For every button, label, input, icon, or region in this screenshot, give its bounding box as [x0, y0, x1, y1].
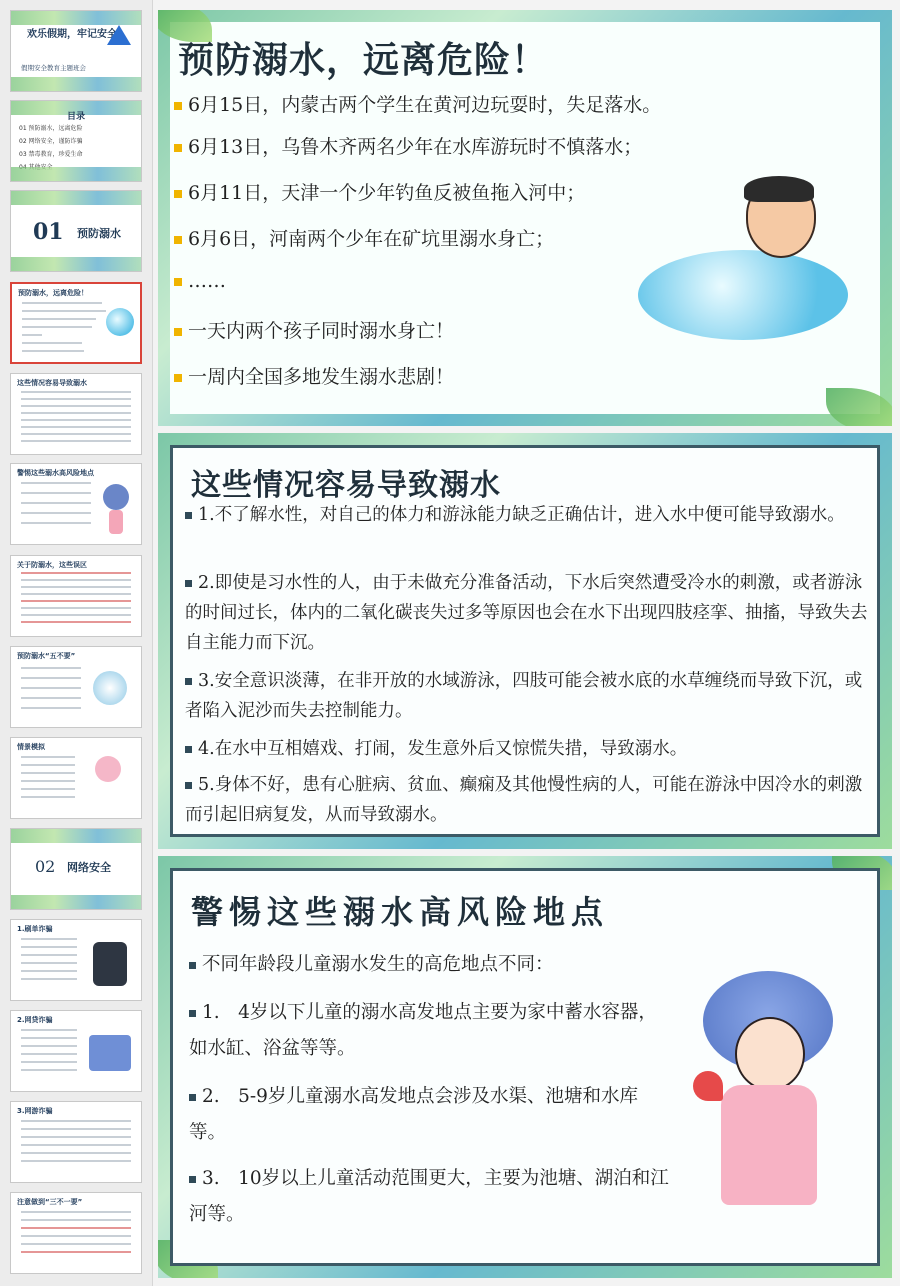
- slide-bullet: 6月15日，内蒙古两个学生在黄河边玩耍时，失足落水。: [174, 90, 661, 117]
- slide-bullet: 5.身体不好，患有心脏病、贫血、癫痫及其他慢性病的人，可能在游泳中因冷水的刺激而引起旧病复发，从而导致溺水。: [185, 775, 863, 825]
- slide-bullet: 6月13日，乌鲁木齐两名少年在水库游玩时不慎落水；: [174, 132, 642, 159]
- girl-illustration: [95, 756, 121, 782]
- thumb-title: 2.网贷诈骗: [17, 1016, 53, 1024]
- thumb-title: 目录: [66, 112, 85, 122]
- bullet-marker: [174, 144, 182, 152]
- bullet-marker: [185, 512, 192, 519]
- thumb-border-decor: [11, 77, 141, 91]
- logo-icon: [107, 25, 131, 45]
- thumb-title: 1.刷单诈骗: [17, 925, 53, 933]
- bullet-marker: [185, 746, 192, 753]
- thumb-border-decor: [11, 167, 141, 181]
- thumb-section-number: 01: [33, 219, 64, 245]
- bullet-marker: [174, 374, 182, 382]
- water-splash-illustration: [638, 250, 848, 340]
- slide-bullet: 4.在水中互相嬉戏、打闹，发生意外后又惊慌失措，导致溺水。: [185, 734, 871, 764]
- thumbnail-6[interactable]: [10, 463, 142, 545]
- slide-bullet: 2.即使是习水性的人，由于未做充分准备活动，下水后突然遭受冷水的刺激，或者游泳的时间过长，体内的二氧化碳丧失过多等原因也会在水下出现四肢痉挛、抽搐，导致失去自主能力而下沉。: [185, 573, 868, 653]
- slide-preview-2[interactable]: [158, 433, 892, 849]
- slide-thumbnail-rail: [0, 0, 153, 1286]
- thumbnail-1[interactable]: [10, 10, 142, 92]
- slide-bullet: 一天内两个孩子同时溺水身亡！: [174, 316, 454, 343]
- bullet-marker: [189, 1010, 196, 1017]
- computer-illustration: [89, 1035, 131, 1071]
- thumbnail-5[interactable]: [10, 373, 142, 455]
- thumb-toc-item: 01 预防溺水，远离危险: [19, 125, 83, 132]
- pink-dress-illustration: [721, 1085, 817, 1205]
- thumb-title: 预防溺水，远离危险！: [18, 289, 88, 297]
- thumb-border-decor: [11, 895, 141, 909]
- thumb-title: 3.网游诈骗: [17, 1107, 53, 1115]
- slide-bullet: 一周内全国多地发生溺水悲剧！: [174, 362, 454, 389]
- thumbnail-9[interactable]: [10, 737, 142, 819]
- watermelon-icon: [693, 1071, 723, 1101]
- bullet-marker: [189, 1094, 196, 1101]
- thumb-border-decor: [11, 829, 141, 843]
- thumb-toc-item: 02 网络安全，谨防诈骗: [19, 138, 83, 145]
- slide-bullet: 不同年龄段儿童溺水发生的高危地点不同：: [189, 947, 669, 983]
- thumb-subtitle: 假期安全教育主题班会: [21, 64, 86, 72]
- thumb-section-number: 02: [35, 857, 56, 876]
- bullet-marker: [174, 236, 182, 244]
- boy-hair-illustration: [744, 176, 814, 202]
- bullet-marker: [189, 1176, 196, 1183]
- slide-bullet: 6月6日，河南两个少年在矿坑里溺水身亡；: [174, 224, 554, 251]
- thumbnail-3[interactable]: [10, 190, 142, 272]
- thumb-title: 注意做到“三不一要”: [17, 1198, 83, 1206]
- thumbnail-8[interactable]: [10, 646, 142, 728]
- bullet-marker: [174, 190, 182, 198]
- bullet-marker: [185, 678, 192, 685]
- thumb-title: 情景模拟: [17, 743, 45, 751]
- thumbnail-2[interactable]: [10, 100, 142, 182]
- girl-face-illustration: [735, 1017, 805, 1091]
- thumb-title: 警惕这些溺水高风险地点: [17, 469, 94, 477]
- thumb-title: 关于防溺水，这些误区: [17, 561, 87, 569]
- slide-title: 这些情况容易导致溺水: [191, 468, 501, 503]
- slide-bullet: 3. 10岁以上儿童活动范围更大，主要为池塘、湖泊和江河等。: [189, 1168, 669, 1225]
- thumbnail-10[interactable]: [10, 828, 142, 910]
- thumb-border-decor: [11, 191, 141, 205]
- thumbnail-4-active[interactable]: [10, 282, 142, 364]
- slide-title: 警惕这些溺水高风险地点: [191, 893, 610, 931]
- bullet-marker: [174, 278, 182, 286]
- bullet-marker: [174, 328, 182, 336]
- slide-bullet: 6月11日，天津一个少年钓鱼反被鱼拖入河中；: [174, 178, 585, 205]
- girl-hat-illustration: [103, 484, 129, 510]
- slide-bullet: 3.安全意识淡薄，在非开放的水域游泳，四肢可能会被水底的水草缠绕而导致下沉，或者陷入泥沙而失去控制能力。: [185, 671, 863, 721]
- slide-bullet: 1. 4岁以下儿童的溺水高发地点主要为家中蓄水容器，如水缸、浴盆等等。: [189, 1002, 657, 1059]
- slide-preview-1[interactable]: [158, 10, 892, 426]
- thumbnail-13[interactable]: [10, 1101, 142, 1183]
- phone-hand-illustration: [93, 942, 127, 986]
- slide-bullet: 1.不了解水性，对自己的体力和游泳能力缺乏正确估计，进入水中便可能导致溺水。: [185, 500, 871, 530]
- sos-ring-icon: [93, 671, 127, 705]
- thumb-title: 网络安全: [67, 861, 111, 874]
- thumb-title: 预防溺水: [77, 227, 121, 240]
- slide-content-box: [170, 445, 880, 837]
- bullet-marker: [189, 962, 196, 969]
- thumbnail-11[interactable]: [10, 919, 142, 1001]
- swimmer-illustration: [106, 308, 134, 336]
- thumbnail-12[interactable]: [10, 1010, 142, 1092]
- slide-preview-3[interactable]: [158, 856, 892, 1278]
- slide-bullet: ……: [174, 270, 226, 292]
- thumb-title: 这些情况容易导致溺水: [17, 379, 87, 387]
- girl-dress-illustration: [109, 510, 123, 534]
- slide-title: 预防溺水，远离危险！: [178, 40, 549, 81]
- bullet-marker: [185, 782, 192, 789]
- thumbnail-7[interactable]: [10, 555, 142, 637]
- thumb-border-decor: [11, 257, 141, 271]
- slide-content-box: [170, 868, 880, 1266]
- slide-bullet: 2. 5-9岁儿童溺水高发地点会涉及水渠、池塘和水库等。: [189, 1086, 638, 1143]
- thumbnail-14[interactable]: [10, 1192, 142, 1274]
- thumb-toc-item: 03 禁毒教育，珍爱生命: [19, 151, 83, 158]
- bullet-marker: [174, 102, 182, 110]
- thumb-border-decor: [11, 11, 141, 25]
- thumb-title: 欢乐假期，牢记安全: [27, 29, 117, 40]
- thumb-title: 预防溺水“五不要”: [17, 652, 76, 660]
- bullet-marker: [185, 580, 192, 587]
